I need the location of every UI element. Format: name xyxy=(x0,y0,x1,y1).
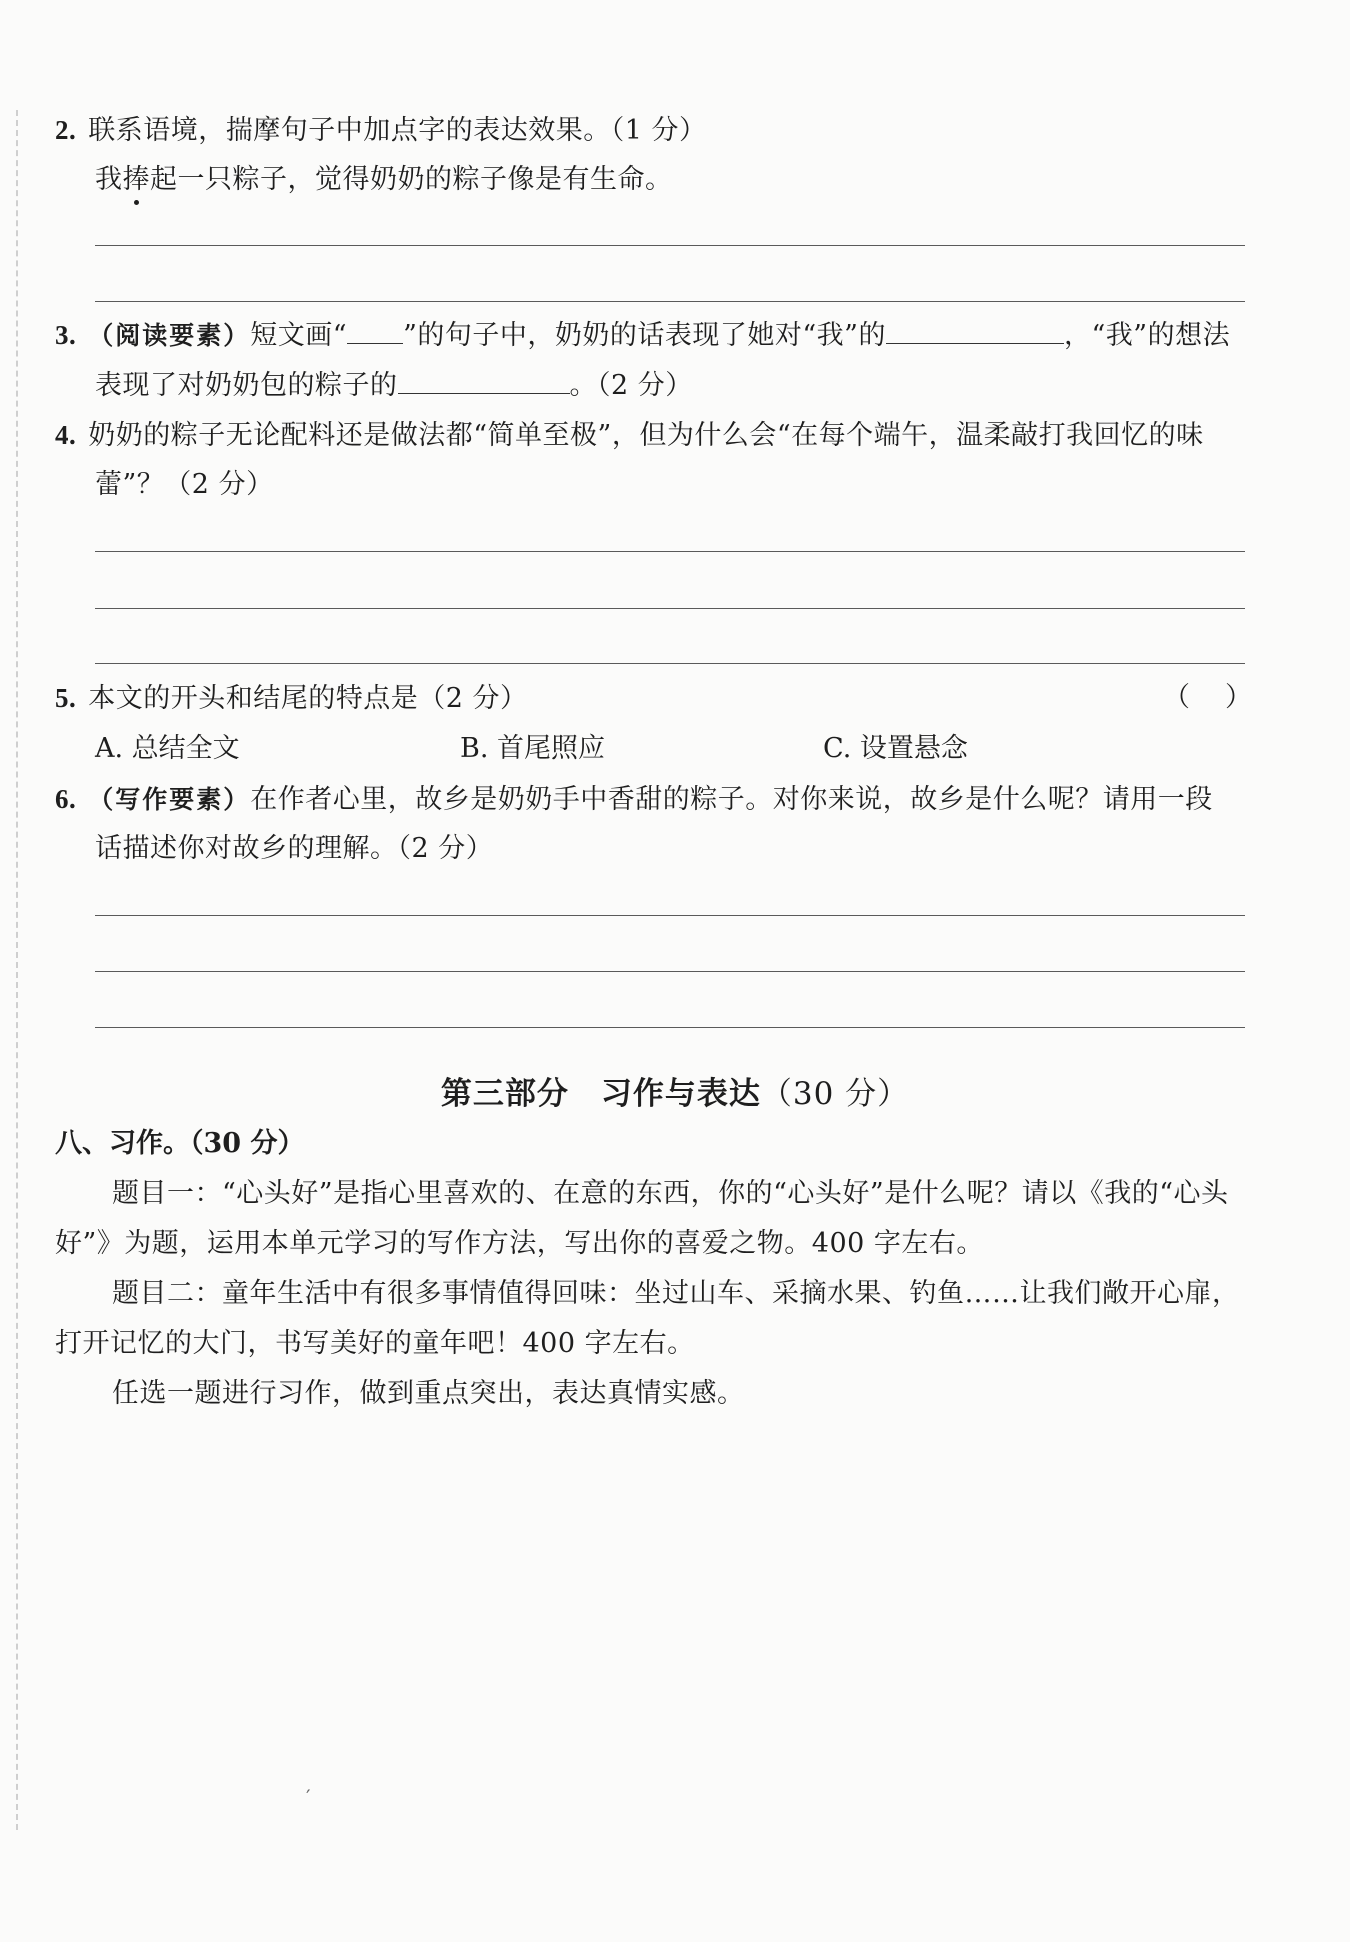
topic-1-line-1: 题目一：“心头好”是指心里喜欢的、在意的东西，你的“心头好”是什么呢？请以《我的“心头 xyxy=(112,1178,1229,1209)
sentence-rest: 起一只粽子，觉得奶奶的粽子像是有生命。 xyxy=(150,164,673,195)
fill-blank-short[interactable] xyxy=(347,317,403,344)
question-3-text-a: 短文画“ xyxy=(250,320,348,351)
question-2-sentence xyxy=(95,162,673,198)
question-6 xyxy=(55,781,1213,818)
question-4-line-2 xyxy=(95,467,274,503)
option-a[interactable]: A. 总结全文 xyxy=(95,733,240,764)
binding-margin-line xyxy=(16,110,18,1830)
section-title xyxy=(0,1074,1350,1114)
question-number: 2. xyxy=(55,115,77,145)
paren-close: ） xyxy=(1225,682,1252,713)
section-score: （30 分） xyxy=(760,1076,910,1112)
question-6-text-cont: 话描述你对故乡的理解。（2 分） xyxy=(95,833,494,864)
topic-2-line-2: 打开记忆的大门，书写美好的童年吧！400 字左右。 xyxy=(55,1328,695,1359)
answer-line[interactable] xyxy=(95,1027,1245,1028)
question-5 xyxy=(55,680,528,717)
option-c[interactable]: C. 设置悬念 xyxy=(823,733,968,764)
writing-instruction: 任选一题进行习作，做到重点突出，表达真情实感。 xyxy=(112,1378,745,1409)
answer-line[interactable] xyxy=(95,551,1245,552)
answer-line[interactable] xyxy=(95,608,1245,609)
question-3-text-c: ，“我”的想法 xyxy=(1064,320,1231,351)
question-3-score: 。（2 分） xyxy=(569,370,693,401)
question-6-line-2 xyxy=(95,831,493,867)
question-4 xyxy=(55,417,1204,454)
question-number: 3. xyxy=(55,320,77,350)
paren-open: （ xyxy=(1163,682,1190,713)
answer-line[interactable] xyxy=(95,301,1245,302)
question-3-text-b: ”的句子中，奶奶的话表现了她对“我”的 xyxy=(403,320,886,351)
question-6-text: 在作者心里，故乡是奶奶手中香甜的粽子。对你来说，故乡是什么呢？请用一段 xyxy=(250,784,1213,815)
topic-2-line-1: 题目二：童年生活中有很多事情值得回味：坐过山车、采摘水果、钓鱼……让我们敞开心扉， xyxy=(112,1278,1240,1309)
fill-blank-feeling[interactable] xyxy=(398,367,570,394)
question-2 xyxy=(55,112,707,149)
part-8-heading: 八、习作。（30 分） xyxy=(55,1128,305,1159)
question-4-text: 奶奶的粽子无论配料还是做法都“简单至极”，但为什么会“在每个端午，温柔敲打我回忆的味 xyxy=(88,420,1204,451)
section-title-text: 第三部分 习作与表达 xyxy=(440,1076,761,1112)
answer-line[interactable] xyxy=(95,915,1245,916)
answer-parentheses[interactable] xyxy=(1163,680,1252,716)
sentence-start: 我 xyxy=(95,164,123,195)
question-number: 6. xyxy=(55,784,77,814)
question-tag: （阅读要素） xyxy=(88,321,251,350)
dotted-character: 捧 xyxy=(123,162,151,198)
question-tag: （写作要素） xyxy=(88,785,251,814)
answer-line[interactable] xyxy=(95,971,1245,972)
question-3 xyxy=(55,317,1230,354)
fill-blank-attitude[interactable] xyxy=(886,317,1064,344)
question-5-text: 本文的开头和结尾的特点是（2 分） xyxy=(88,683,528,714)
question-3-text-d: 表现了对奶奶包的粽子的 xyxy=(95,370,398,401)
stray-mark: ′ xyxy=(306,1785,311,1809)
question-2-text: 联系语境，揣摩句子中加点字的表达效果。（1 分） xyxy=(88,115,707,146)
question-4-text-cont: 蕾”？（2 分） xyxy=(95,469,274,500)
topic-1-line-2: 好”》为题，运用本单元学习的写作方法，写出你的喜爱之物。400 字左右。 xyxy=(55,1228,984,1259)
answer-line[interactable] xyxy=(95,663,1245,664)
answer-line[interactable] xyxy=(95,245,1245,246)
question-number: 5. xyxy=(55,683,77,713)
question-3-line-2 xyxy=(95,367,693,404)
option-b[interactable]: B. 首尾照应 xyxy=(460,733,606,764)
question-number: 4. xyxy=(55,420,77,450)
